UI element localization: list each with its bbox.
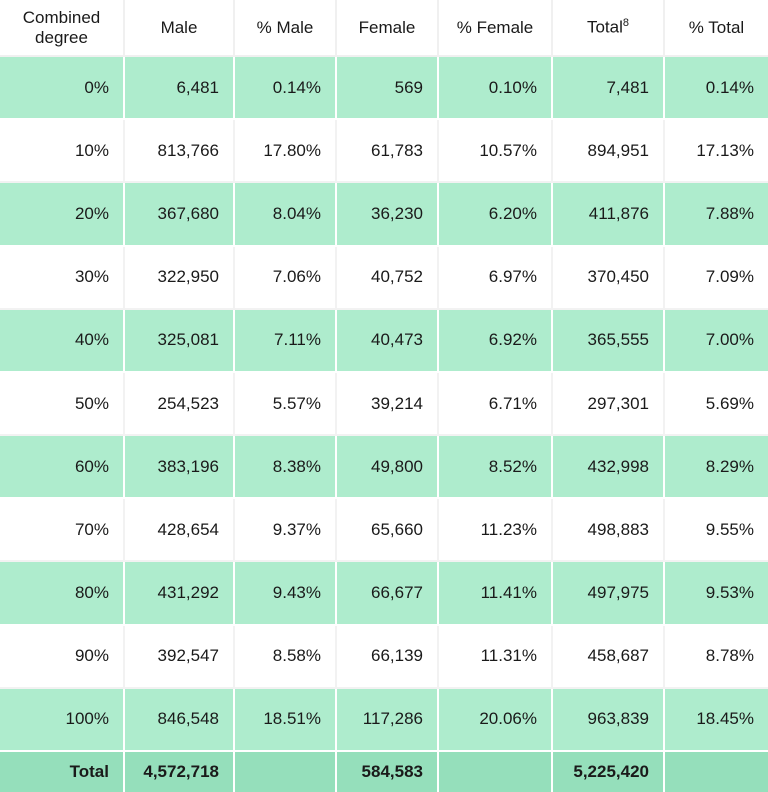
cell-combined-degree: 20%: [0, 182, 124, 245]
cell-pct-male: 7.06%: [234, 246, 336, 309]
cell-pct-male: 8.04%: [234, 182, 336, 245]
cell-pct-total: 9.53%: [664, 561, 768, 624]
table-row: [0, 309, 768, 372]
table-row: [0, 182, 768, 245]
cell-female: 39,214: [336, 372, 438, 435]
cell-total: 432,998: [552, 435, 664, 498]
cell-pct-female: 11.31%: [438, 625, 552, 688]
column-header-pct-female: % Female: [438, 0, 552, 56]
cell-female: 117,286: [336, 688, 438, 751]
cell-male: 428,654: [124, 498, 234, 561]
table-row: [0, 246, 768, 309]
table-row: [0, 625, 768, 688]
cell-pct-female: 6.97%: [438, 246, 552, 309]
cell-male: 6,481: [124, 56, 234, 119]
footnote-marker: 8: [622, 17, 630, 30]
table-row: [0, 119, 768, 182]
cell-male: 325,081: [124, 309, 234, 372]
cell-female: 40,752: [336, 246, 438, 309]
cell-pct-total: 7.88%: [664, 182, 768, 245]
cell-female: 65,660: [336, 498, 438, 561]
cell-male: 813,766: [124, 119, 234, 182]
footer-pct-male-blank: [234, 751, 336, 792]
cell-pct-female: 10.57%: [438, 119, 552, 182]
footer-pct-female-blank: [438, 751, 552, 792]
cell-pct-total: 17.13%: [664, 119, 768, 182]
cell-pct-female: 8.52%: [438, 435, 552, 498]
cell-pct-female: 11.41%: [438, 561, 552, 624]
footer-pct-total-blank: [664, 751, 768, 792]
cell-total: 458,687: [552, 625, 664, 688]
cell-pct-total: 9.55%: [664, 498, 768, 561]
cell-male: 392,547: [124, 625, 234, 688]
cell-combined-degree: 50%: [0, 372, 124, 435]
footer-female-total: 584,583: [336, 751, 438, 792]
column-header-total-label: Total: [586, 18, 623, 38]
cell-male: 322,950: [124, 246, 234, 309]
cell-pct-female: 6.20%: [438, 182, 552, 245]
cell-combined-degree: 40%: [0, 309, 124, 372]
cell-pct-female: 11.23%: [438, 498, 552, 561]
table-header: [0, 0, 768, 56]
footer-male-total: 4,572,718: [124, 751, 234, 792]
table-row: [0, 372, 768, 435]
column-header-total: [552, 0, 664, 56]
table-row: [0, 435, 768, 498]
column-header-male: Male: [124, 0, 234, 56]
cell-male: 846,548: [124, 688, 234, 751]
cell-male: 431,292: [124, 561, 234, 624]
cell-total: 7,481: [552, 56, 664, 119]
cell-total: 498,883: [552, 498, 664, 561]
cell-pct-total: 7.09%: [664, 246, 768, 309]
cell-combined-degree: 60%: [0, 435, 124, 498]
cell-pct-total: 7.00%: [664, 309, 768, 372]
cell-pct-total: 0.14%: [664, 56, 768, 119]
cell-pct-female: 20.06%: [438, 688, 552, 751]
cell-pct-male: 5.57%: [234, 372, 336, 435]
cell-pct-female: 0.10%: [438, 56, 552, 119]
cell-male: 383,196: [124, 435, 234, 498]
cell-total: 894,951: [552, 119, 664, 182]
cell-combined-degree: 100%: [0, 688, 124, 751]
cell-pct-male: 0.14%: [234, 56, 336, 119]
cell-combined-degree: 90%: [0, 625, 124, 688]
cell-pct-male: 17.80%: [234, 119, 336, 182]
column-header-pct-male: % Male: [234, 0, 336, 56]
table-row: [0, 56, 768, 119]
cell-male: 367,680: [124, 182, 234, 245]
cell-female: 66,677: [336, 561, 438, 624]
cell-female: 36,230: [336, 182, 438, 245]
cell-pct-total: 8.29%: [664, 435, 768, 498]
cell-pct-total: 18.45%: [664, 688, 768, 751]
cell-pct-female: 6.92%: [438, 309, 552, 372]
cell-total: 963,839: [552, 688, 664, 751]
cell-combined-degree: 70%: [0, 498, 124, 561]
table-footer: [0, 751, 768, 792]
cell-total: 365,555: [552, 309, 664, 372]
cell-pct-female: 6.71%: [438, 372, 552, 435]
table-row: [0, 688, 768, 751]
table-body: [0, 56, 768, 751]
cell-female: 40,473: [336, 309, 438, 372]
cell-male: 254,523: [124, 372, 234, 435]
cell-total: 411,876: [552, 182, 664, 245]
cell-combined-degree: 0%: [0, 56, 124, 119]
column-header-combined-degree: Combined degree: [0, 0, 124, 56]
cell-female: 569: [336, 56, 438, 119]
cell-pct-male: 8.38%: [234, 435, 336, 498]
cell-total: 497,975: [552, 561, 664, 624]
cell-combined-degree: 30%: [0, 246, 124, 309]
table-row: [0, 498, 768, 561]
cell-combined-degree: 80%: [0, 561, 124, 624]
footer-grand-total: 5,225,420: [552, 751, 664, 792]
cell-total: 297,301: [552, 372, 664, 435]
cell-female: 66,139: [336, 625, 438, 688]
cell-pct-male: 9.43%: [234, 561, 336, 624]
cell-pct-male: 8.58%: [234, 625, 336, 688]
column-header-pct-total: % Total: [664, 0, 768, 56]
header-row: [0, 0, 768, 56]
cell-pct-total: 5.69%: [664, 372, 768, 435]
footer-label: Total: [0, 751, 124, 792]
cell-pct-total: 8.78%: [664, 625, 768, 688]
cell-female: 61,783: [336, 119, 438, 182]
footer-row: [0, 751, 768, 792]
column-header-female: Female: [336, 0, 438, 56]
cell-pct-male: 9.37%: [234, 498, 336, 561]
cell-pct-male: 7.11%: [234, 309, 336, 372]
cell-combined-degree: 10%: [0, 119, 124, 182]
cell-female: 49,800: [336, 435, 438, 498]
cell-pct-male: 18.51%: [234, 688, 336, 751]
table-row: [0, 561, 768, 624]
cell-total: 370,450: [552, 246, 664, 309]
